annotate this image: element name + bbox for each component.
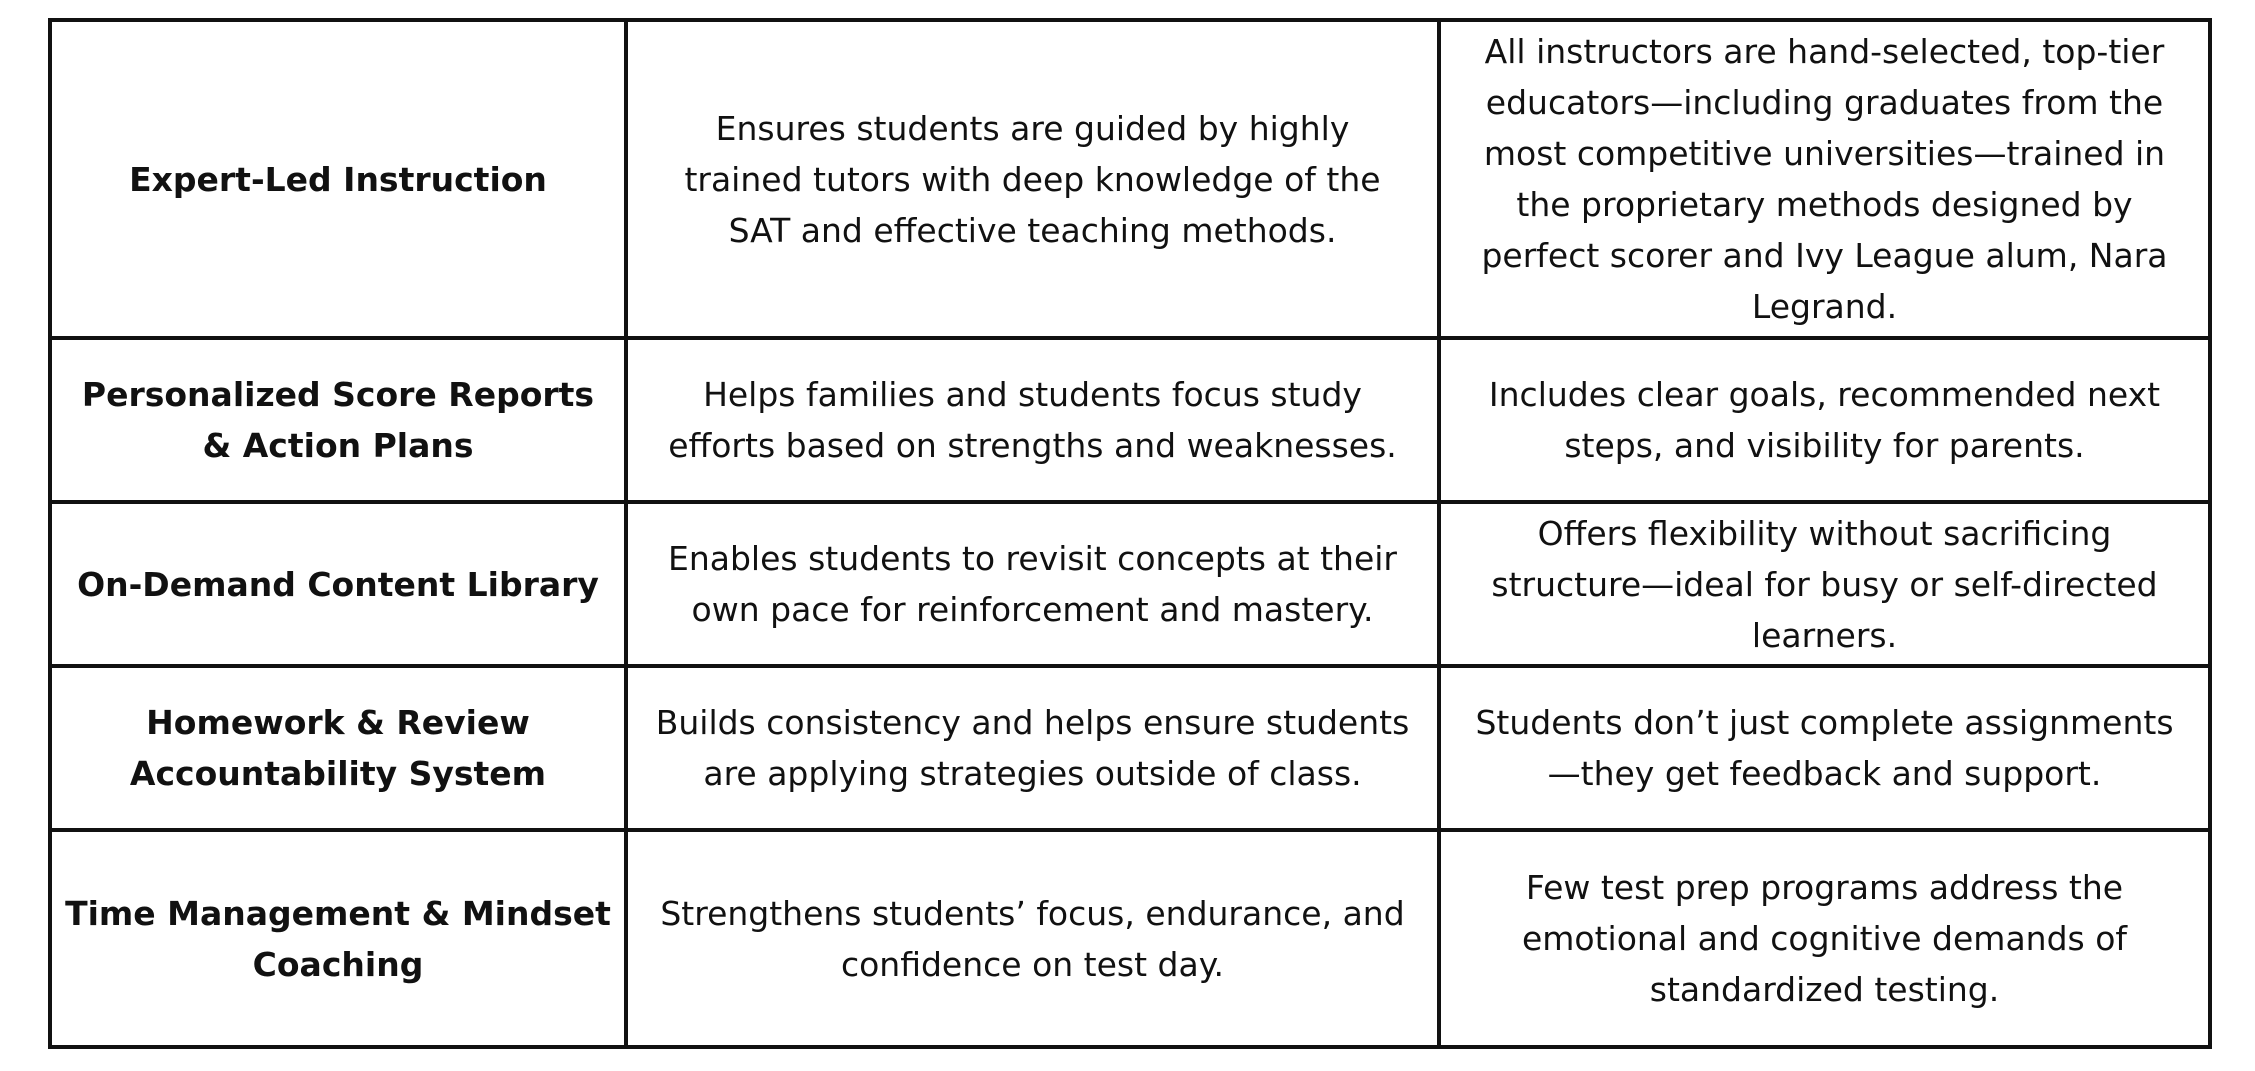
differentiator-cell: Includes clear goals, recommended next steps, and visibility for parents. bbox=[1439, 338, 2210, 502]
differentiator-cell: All instructors are hand-selected, top-tier educators—including graduates from the most competitive universities—trained in the proprietary methods designed by perfect scorer and Ivy League alum, Nara Legrand. bbox=[1439, 20, 2210, 338]
benefit-cell: Ensures students are guided by highly trained tutors with deep knowledge of the SAT and effective teaching methods. bbox=[626, 20, 1439, 338]
feature-cell: Expert-Led Instruction bbox=[50, 20, 626, 338]
feature-comparison-table bbox=[48, 18, 2212, 1049]
benefit-cell: Enables students to revisit concepts at their own pace for reinforcement and mastery. bbox=[626, 502, 1439, 666]
table-row bbox=[50, 666, 2210, 830]
feature-cell: Time Management & Mindset Coaching bbox=[50, 830, 626, 1047]
differentiator-cell: Offers flexibility without sacrificing structure—ideal for busy or self-directed learners. bbox=[1439, 502, 2210, 666]
benefit-cell: Helps families and students focus study efforts based on strengths and weaknesses. bbox=[626, 338, 1439, 502]
differentiator-cell: Students don’t just complete assignments—they get feedback and support. bbox=[1439, 666, 2210, 830]
table-row bbox=[50, 20, 2210, 338]
table-row bbox=[50, 502, 2210, 666]
differentiator-cell: Few test prep programs address the emotional and cognitive demands of standardized testing. bbox=[1439, 830, 2210, 1047]
benefit-cell: Strengthens students’ focus, endurance, and confidence on test day. bbox=[626, 830, 1439, 1047]
feature-comparison-table-container bbox=[48, 18, 2208, 1045]
feature-cell: Personalized Score Reports & Action Plans bbox=[50, 338, 626, 502]
feature-cell: On-Demand Content Library bbox=[50, 502, 626, 666]
feature-cell: Homework & Review Accountability System bbox=[50, 666, 626, 830]
table-row bbox=[50, 338, 2210, 502]
table-row bbox=[50, 830, 2210, 1047]
benefit-cell: Builds consistency and helps ensure students are applying strategies outside of class. bbox=[626, 666, 1439, 830]
